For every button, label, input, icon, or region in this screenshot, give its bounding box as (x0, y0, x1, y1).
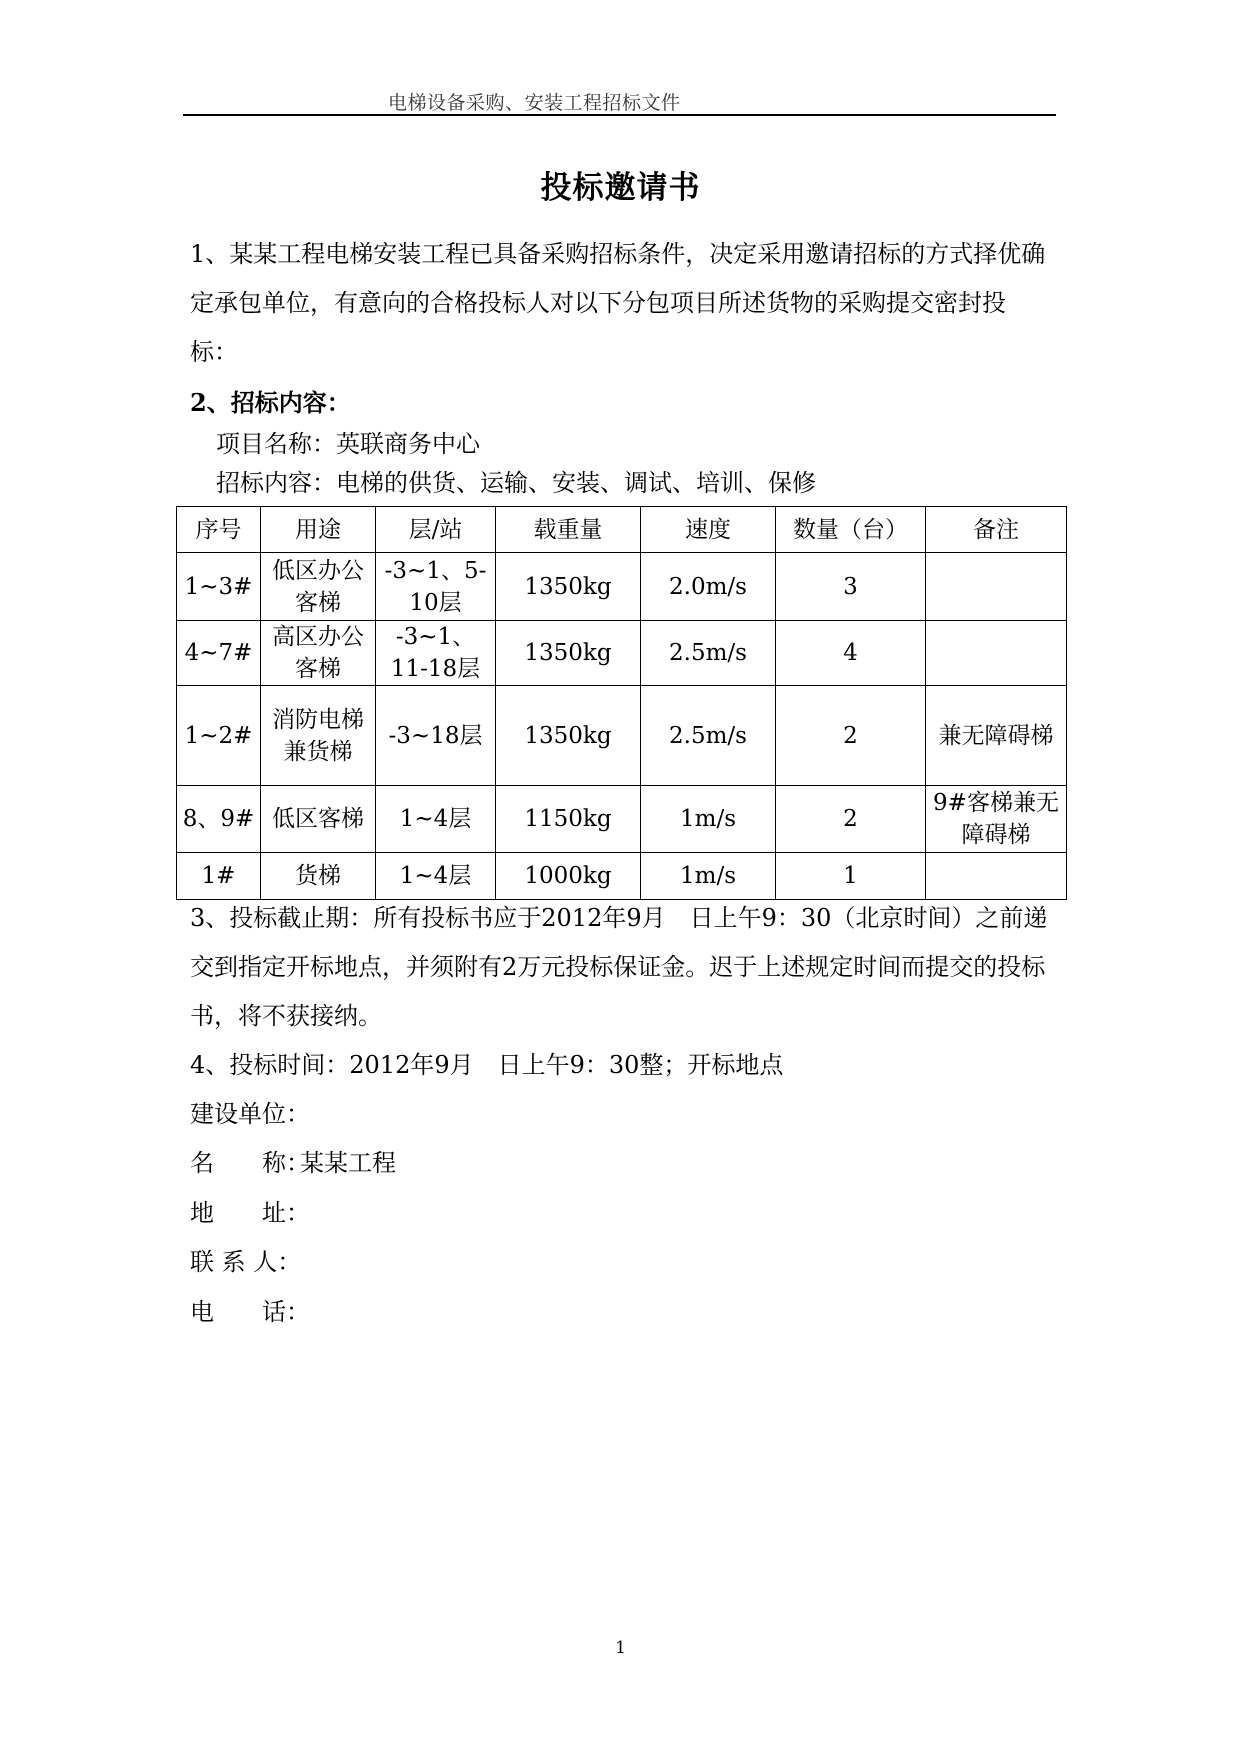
owner-address-row (190, 1189, 310, 1238)
cell-speed: 2.5m/s (641, 686, 776, 786)
owner-address-key: 地 址： (190, 1199, 310, 1227)
section-2-title: 2、招标内容： (190, 388, 351, 417)
cell-no: 1~3# (177, 553, 261, 621)
col-header-floors: 层/站 (376, 507, 496, 553)
section-1-paragraph: 1、某某工程电梯安装工程已具备采购招标条件，决定采用邀请招标的方式择优确定承包单位，有意向的合格投标人对以下分包项目所述货物的采购提交密封投标： (190, 240, 1046, 366)
col-header-use: 用途 (261, 507, 376, 553)
page-number: 1 (615, 1638, 626, 1658)
owner-name-value: 某某工程 (300, 1149, 396, 1177)
col-header-load: 载重量 (496, 507, 641, 553)
elevator-spec-table (176, 506, 1067, 900)
cell-remark (926, 553, 1067, 621)
owner-label: 建设单位： (190, 1100, 310, 1128)
table-row (177, 686, 1067, 786)
cell-load: 1350kg (496, 686, 641, 786)
cell-use: 低区客梯 (261, 786, 376, 853)
owner-contact-row (190, 1238, 300, 1287)
cell-floors: 1~4层 (376, 786, 496, 853)
cell-remark (926, 621, 1067, 686)
cell-floors: 1~4层 (376, 853, 496, 900)
cell-qty: 2 (776, 786, 926, 853)
table-row (177, 553, 1067, 621)
owner-contact-key: 联 系 人： (190, 1248, 302, 1276)
cell-load: 1350kg (496, 553, 641, 621)
cell-use: 货梯 (261, 853, 376, 900)
cell-qty: 1 (776, 853, 926, 900)
tender-content-line: 招标内容：电梯的供货、运输、安装、调试、培训、保修 (216, 469, 816, 497)
owner-phone-row (190, 1288, 310, 1337)
cell-floors: -3~1、5-10层 (376, 553, 496, 621)
cell-use: 高区办公客梯 (261, 621, 376, 686)
project-name-line: 项目名称：英联商务中心 (216, 430, 480, 458)
owner-name-row (190, 1139, 396, 1188)
header-rule (183, 114, 1056, 116)
cell-speed: 1m/s (641, 786, 776, 853)
cell-no: 4~7# (177, 621, 261, 686)
col-header-speed: 速度 (641, 507, 776, 553)
cell-load: 1350kg (496, 621, 641, 686)
section-3-paragraph: 3、投标截止期：所有投标书应于2012年9月 日上午9：30（北京时间）之前递交到指定开标地点，并须附有2万元投标保证金。迟于上述规定时间而提交的投标书，将不获接纳。 (190, 904, 1048, 1030)
table-row (177, 621, 1067, 686)
cell-speed: 2.0m/s (641, 553, 776, 621)
cell-remark (926, 853, 1067, 900)
owner-name-key: 名 称： (190, 1149, 310, 1177)
owner-phone-key: 电 话： (190, 1298, 310, 1326)
document-title: 投标邀请书 (540, 170, 701, 206)
cell-load: 1000kg (496, 853, 641, 900)
cell-qty: 2 (776, 686, 926, 786)
table-row (177, 786, 1067, 853)
col-header-qty: 数量（台） (776, 507, 926, 553)
cell-no: 1# (177, 853, 261, 900)
cell-qty: 4 (776, 621, 926, 686)
cell-floors: -3~18层 (376, 686, 496, 786)
cell-use: 低区办公客梯 (261, 553, 376, 621)
cell-no: 8、9# (177, 786, 261, 853)
col-header-no: 序号 (177, 507, 261, 553)
cell-speed: 2.5m/s (641, 621, 776, 686)
section-4-line: 4、投标时间：2012年9月 日上午9：30整；开标地点 (190, 1051, 784, 1079)
cell-speed: 1m/s (641, 853, 776, 900)
cell-floors: -3~1、11-18层 (376, 621, 496, 686)
cell-qty: 3 (776, 553, 926, 621)
cell-remark: 9#客梯兼无障碍梯 (926, 786, 1067, 853)
cell-load: 1150kg (496, 786, 641, 853)
running-header: 电梯设备采购、安装工程招标文件 (388, 92, 681, 114)
col-header-remark: 备注 (926, 507, 1067, 553)
cell-remark: 兼无障碍梯 (926, 686, 1067, 786)
cell-no: 1~2# (177, 686, 261, 786)
table-header-row (177, 507, 1067, 553)
table-row (177, 853, 1067, 900)
cell-use: 消防电梯兼货梯 (261, 686, 376, 786)
